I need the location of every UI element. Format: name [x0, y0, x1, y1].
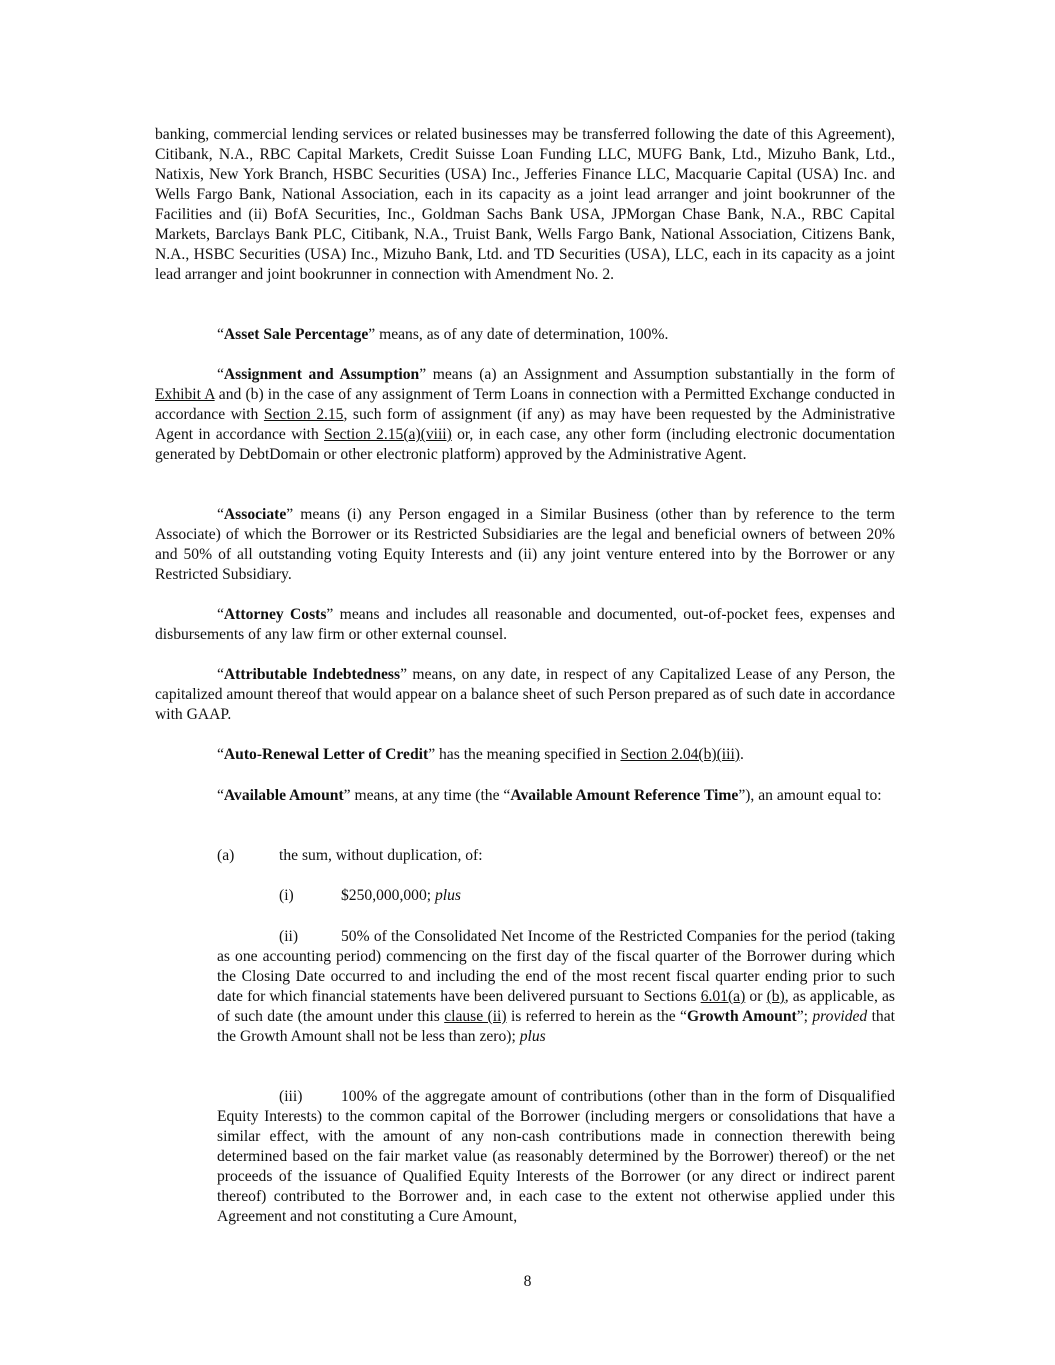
- defined-term: Available Amount Reference Time: [510, 787, 739, 804]
- definition-associate: “Associate” means (i) any Person engaged in a Similar Business (other than by reference to the term Associate) of which the Borrower or its Restricted Subsidiaries are the legal and beneficial owners of between 20% and 50% of all outstanding voting Equity Interests and (ii) any joint venture entered into by the Borrower or any Restricted Subsidiary.: [155, 506, 895, 583]
- cross-reference-link[interactable]: (b): [766, 988, 785, 1005]
- cross-reference-link[interactable]: Section 2.15: [263, 406, 344, 423]
- defined-term: Asset Sale Percentage: [223, 326, 369, 343]
- definition-auto-renewal-letter-of-credit: “Auto-Renewal Letter of Credit” has the meaning specified in Section 2.04(b)(iii).: [217, 746, 744, 763]
- defined-term: Available Amount: [223, 787, 344, 804]
- defined-term: Associate: [223, 506, 287, 523]
- cross-reference-link[interactable]: Exhibit A: [155, 386, 215, 403]
- page-number: 8: [523, 1273, 532, 1290]
- cross-reference-link[interactable]: Section 2.15(a)(viii): [324, 426, 452, 443]
- defined-term: Assignment and Assumption: [223, 366, 420, 383]
- defined-term: Attributable Indebtedness: [223, 666, 401, 683]
- defined-term: Growth Amount: [686, 1008, 797, 1025]
- item-ii-paragraph: (ii) 50% of the Consolidated Net Income of the Restricted Companies for the period (taking as one accounting period) commencing on the first day of the fiscal quarter of the Borrower during which the Closing Date occurred to and including the end of the most recent fiscal quarter ending prior to such date for which financial statements have been delivered pursuant to Sections 6.01(a) or (b), as applicable, as of such date (the amount under this clause (ii) is referred to herein as the “Growth Amount”; provided that the Growth Amount shall not be less than zero); plus: [217, 928, 896, 1045]
- intro-paragraph: banking, commercial lending services or related businesses may be transferred following the date of this Agreement), Citibank, N.A., RBC Capital Markets, Credit Suisse Loan Funding LLC, MUFG Bank, Ltd., Mizuho Bank, Ltd., Natixis, New York Branch, HSBC Securities (USA) Inc., Jefferies Finance LLC, Macquarie Capital (USA) Inc. and Wells Fargo Bank, National Association, each in its capacity as a joint lead arranger and joint bookrunner of the Facilities and (ii) BofA Securities, Inc., Goldman Sachs Bank USA, JPMorgan Chase Bank, N.A., RBC Capital Markets, Barclays Bank PLC, Citibank, N.A., Truist Bank, Wells Fargo Bank, National Association, Citizens Bank, N.A., HSBC Securities (USA) Inc., Mizuho Bank, Ltd. and TD Securities (USA), LLC, each in its capacity as a joint lead arranger and joint bookrunner in connection with Amendment No. 2.: [155, 126, 895, 283]
- definition-assignment-and-assumption: “Assignment and Assumption” means (a) an Assignment and Assumption substantially in the form of Exhibit A and (b) in the case of any assignment of Term Loans in connection with a Permitted Exchange conducted in accordance with Section 2.15, such form of assignment (if any) as may have been requested by the Administrative Agent in accordance with Section 2.15(a)(viii) or, in each case, any other form (including electronic documentation generated by DebtDomain or other electronic platform) approved by the Administrative Agent.: [155, 366, 896, 463]
- definition-available-amount: “Available Amount” means, at any time (the “Available Amount Reference Time”), an amount equal to:: [217, 787, 882, 804]
- item-iii-label: (iii): [279, 1088, 303, 1105]
- defined-term: Auto-Renewal Letter of Credit: [223, 746, 429, 763]
- cross-reference-link[interactable]: Section 2.04(b)(iii): [620, 746, 740, 763]
- item-a-text: the sum, without duplication, of:: [279, 847, 483, 864]
- item-iii-paragraph: (iii) 100% of the aggregate amount of contributions (other than in the form of Disqualified Equity Interests) to the common capital of the Borrower (including mergers or consolidations that have a similar effect, with the amount of any non-cash contributions made in connection therewith being determined based on the fair market value (as reasonably determined by the Borrower) thereof) or the net proceeds of the issuance of Qualified Equity Interests of the Borrower (or any direct or indirect parent thereof) contributed to the Borrower and, in each case to the extent not otherwise applied under this Agreement and not constituting a Cure Amount,: [217, 1088, 895, 1225]
- definition-attributable-indebtedness: “Attributable Indebtedness” means, on any date, in respect of any Capitalized Lease of any Person, the capitalized amount thereof that would appear on a balance sheet of such Person prepared as of such date in accordance with GAAP.: [155, 666, 895, 723]
- cross-reference-link[interactable]: 6.01(a): [700, 988, 746, 1005]
- definition-attorney-costs: “Attorney Costs” means and includes all reasonable and documented, out-of-pocket fees, expenses and disbursements of any law firm or other external counsel.: [155, 606, 895, 643]
- item-ii-label: (ii): [279, 928, 299, 945]
- cross-reference-link[interactable]: clause (ii): [444, 1008, 507, 1025]
- item-i-label: (i): [279, 887, 294, 904]
- definition-asset-sale-percentage: “Asset Sale Percentage” means, as of any date of determination, 100%.: [217, 326, 669, 343]
- defined-term: Attorney Costs: [223, 606, 327, 623]
- item-i-text: $250,000,000; plus: [341, 887, 461, 904]
- item-a-label: (a): [217, 847, 235, 864]
